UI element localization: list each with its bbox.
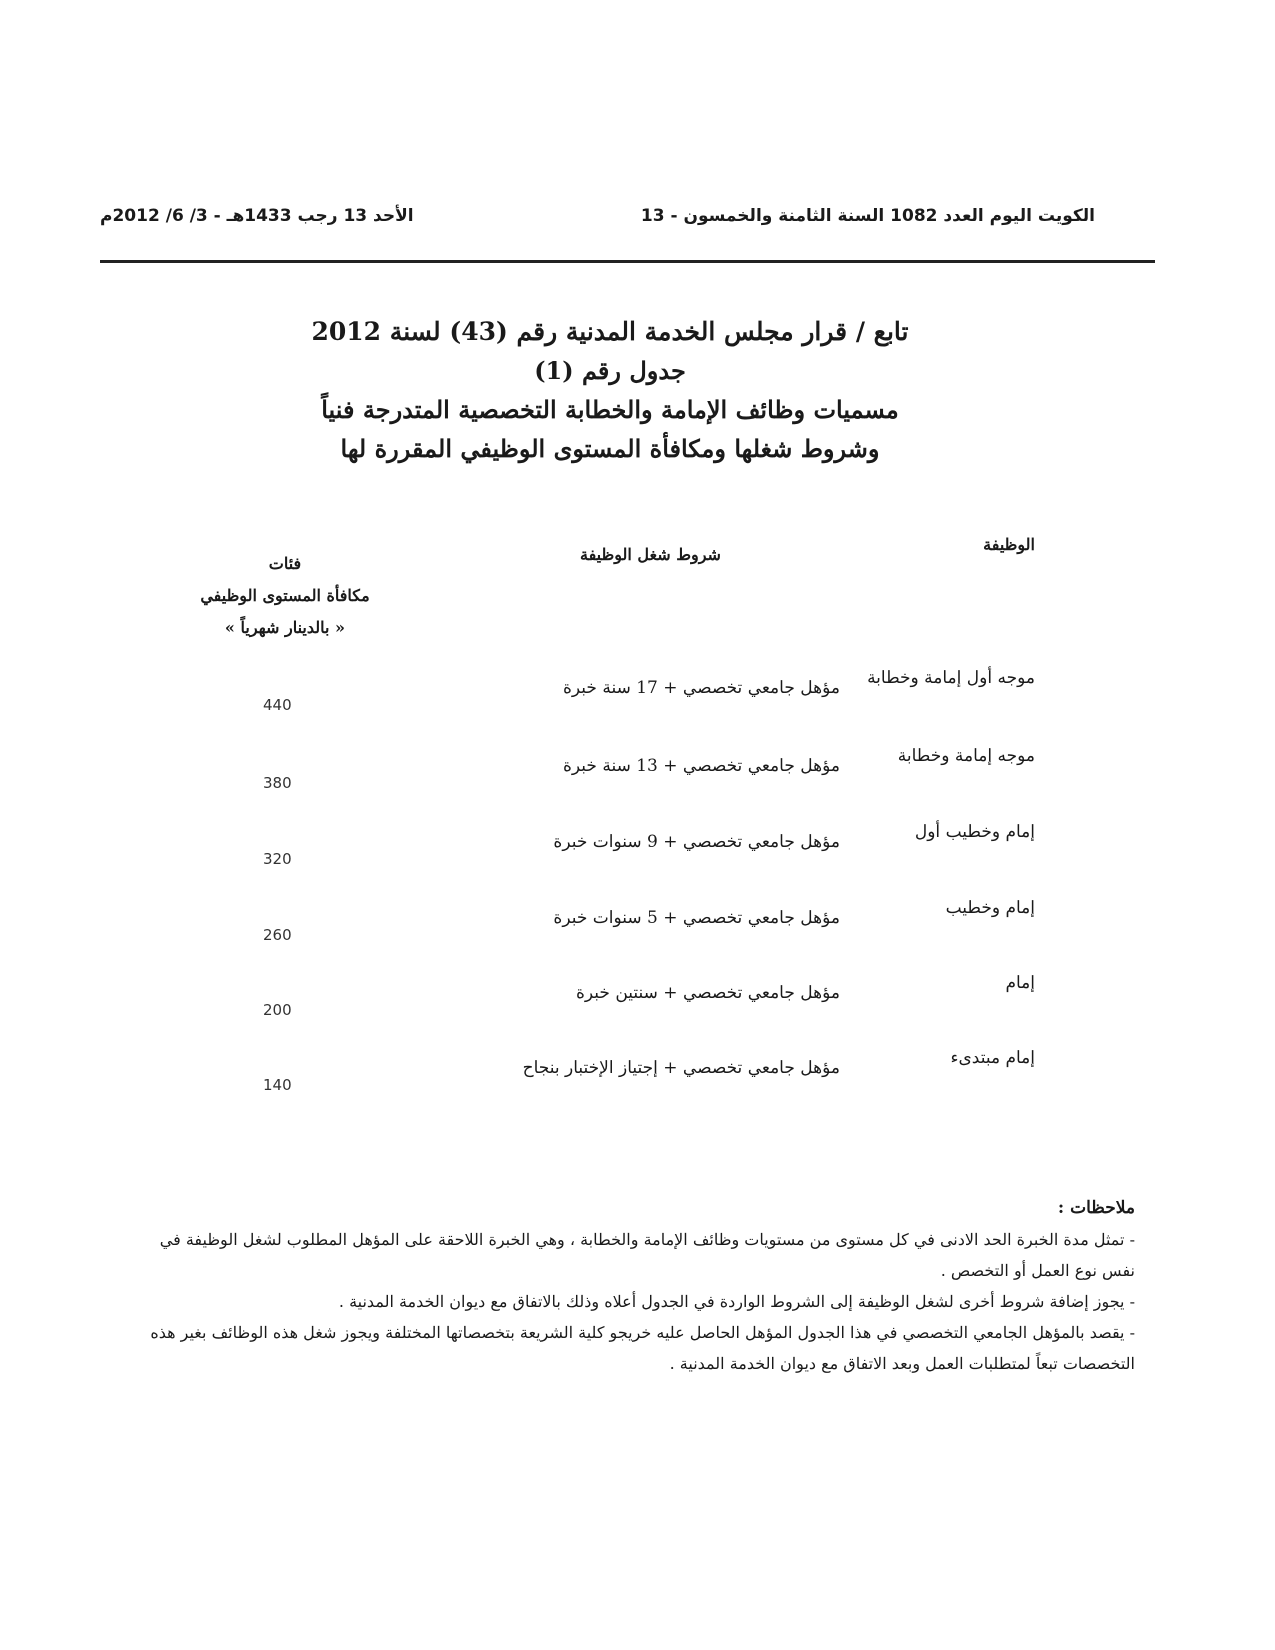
conditions-cell: مؤهل جامعي تخصصي + 17 سنة خبرة <box>563 678 840 698</box>
table-row <box>0 746 1275 792</box>
note-item: - يجوز إضافة شروط أخرى لشغل الوظيفة إلى الشروط الواردة في الجدول أعلاه وذلك بالاتفاق مع ديوان الخدمة المدنية . <box>338 1292 1135 1311</box>
job-title-cell: موجه أول إمامة وخطابة <box>867 668 1035 688</box>
compensation-header-line1: فئات <box>268 554 302 573</box>
compensation-header-line2: مكافأة المستوى الوظيفي <box>200 586 370 605</box>
compensation-cell: 440 <box>263 696 292 714</box>
job-title-cell: إمام مبتدىء <box>950 1048 1035 1068</box>
table-row <box>0 1048 1275 1094</box>
conditions-cell: مؤهل جامعي تخصصي + إجتياز الإختبار بنجاح <box>522 1058 840 1078</box>
compensation-cell: 320 <box>263 850 292 868</box>
column-header-job: الوظيفة <box>983 535 1035 554</box>
note-item: - يقصد بالمؤهل الجامعي التخصصي في هذا الجدول المؤهل الحاصل عليه خريجو كلية الشريعة بتخصصاتها المختلفة ويجوز شغل هذه الوظائف بغير هذه التخصصات تبعاً لمتطلبات العمل وبعد الاتفاق مع ديوان الخدمة المدنية . <box>150 1323 1135 1373</box>
job-title-cell: إمام وخطيب <box>945 898 1035 918</box>
job-title-cell: موجه إمامة وخطابة <box>897 746 1035 766</box>
decision-title: تابع / قرار مجلس الخدمة المدنية رقم (43) لسنة 2012 <box>311 317 909 346</box>
job-title-cell: إمام <box>1005 973 1035 993</box>
conditions-cell: مؤهل جامعي تخصصي + سنتين خبرة <box>575 983 840 1003</box>
table-row <box>0 822 1275 868</box>
job-title-cell: إمام وخطيب أول <box>914 822 1035 842</box>
conditions-cell: مؤهل جامعي تخصصي + 5 سنوات خبرة <box>553 908 840 928</box>
table-row <box>0 898 1275 944</box>
conditions-cell: مؤهل جامعي تخصصي + 13 سنة خبرة <box>563 756 840 776</box>
table-row <box>0 668 1275 714</box>
compensation-cell: 140 <box>263 1076 292 1094</box>
column-header-compensation <box>150 548 420 644</box>
conditions-cell: مؤهل جامعي تخصصي + 9 سنوات خبرة <box>553 832 840 852</box>
compensation-cell: 200 <box>263 1001 292 1019</box>
table-number: جدول رقم (1) <box>534 356 686 385</box>
notes-heading: ملاحظات : <box>1057 1198 1135 1218</box>
notes-section <box>135 1193 1135 1379</box>
compensation-cell: 380 <box>263 774 292 792</box>
column-header-conditions: شروط شغل الوظيفة <box>580 545 721 564</box>
header-publication: الكويت اليوم العدد 1082 السنة الثامنة والخمسون - 13 <box>640 206 1095 226</box>
table-subtitle: وشروط شغلها ومكافأة المستوى الوظيفي المقررة لها <box>340 434 880 463</box>
table-title: مسميات وظائف الإمامة والخطابة التخصصية المتدرجة فنياً <box>321 395 899 424</box>
header-rule <box>100 260 1155 263</box>
title-block <box>300 312 920 468</box>
note-item: - تمثل مدة الخبرة الحد الادنى في كل مستوى من مستويات وظائف الإمامة والخطابة ، وهي الخبرة اللاحقة على المؤهل المطلوب لشغل الوظيفة في نفس نوع العمل أو التخصص . <box>159 1230 1135 1280</box>
header-date: الأحد 13 رجب 1433هـ - 3/ 6/ 2012م <box>100 206 414 226</box>
compensation-header-line3: « بالدينار شهرياً » <box>224 618 346 637</box>
compensation-cell: 260 <box>263 926 292 944</box>
table-row <box>0 973 1275 1019</box>
